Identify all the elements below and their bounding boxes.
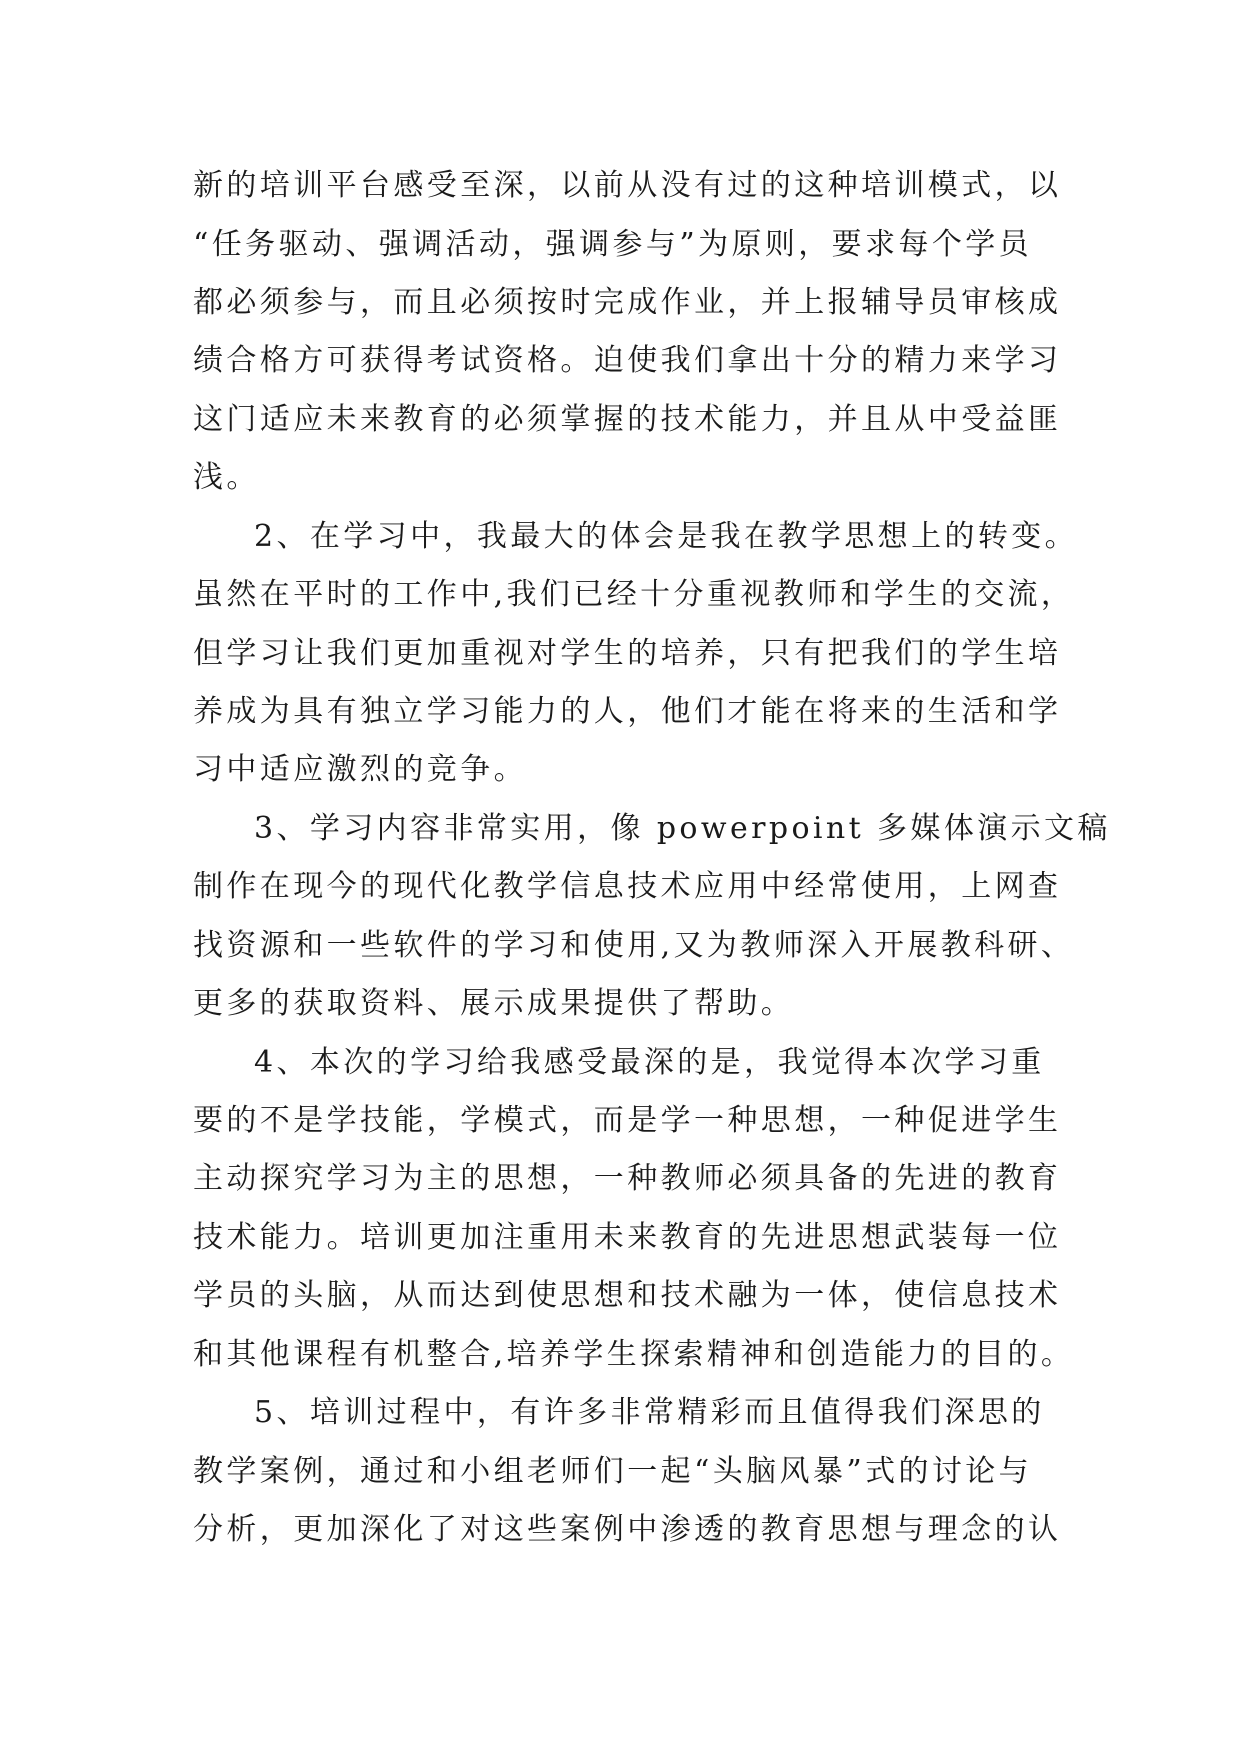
text-line: 要的不是学技能，学模式，而是学一种思想，一种促进学生	[193, 1103, 1062, 1138]
text-line: 这门适应未来教育的必须掌握的技术能力，并且从中受益匪	[193, 402, 1062, 437]
text-line: 技术能力。培训更加注重用未来教育的先进思想武装每一位	[193, 1220, 1062, 1255]
text-line: 制作在现今的现代化教学信息技术应用中经常使用，上网查	[193, 869, 1062, 904]
paragraph-2-first-line: 2、在学习中，我最大的体会是我在教学思想上的转变。	[254, 519, 1079, 554]
text-line: “任务驱动、强调活动，强调参与”为原则，要求每个学员	[193, 227, 1033, 262]
text-line: 习中适应激烈的竞争。	[193, 752, 527, 787]
text-line: 新的培训平台感受至深，以前从没有过的这种培训模式，以	[193, 168, 1062, 203]
text-line: 教学案例，通过和小组老师们一起“头脑风暴”式的讨论与	[193, 1454, 1033, 1489]
text-line: 都必须参与，而且必须按时完成作业，并上报辅导员审核成	[193, 285, 1062, 320]
text-line: 虽然在平时的工作中,我们已经十分重视教师和学生的交流，	[193, 577, 1075, 612]
text-line: 分析，更加深化了对这些案例中渗透的教育思想与理念的认	[193, 1512, 1062, 1547]
text-line: 浅。	[193, 460, 260, 495]
text-line: 和其他课程有机整合,培养学生探索精神和创造能力的目的。	[193, 1337, 1075, 1372]
text-line: 找资源和一些软件的学习和使用,又为教师深入开展教科研、	[193, 928, 1075, 963]
text-line: 学员的头脑，从而达到使思想和技术融为一体，使信息技术	[193, 1278, 1062, 1313]
paragraph-5-first-line: 5、培训过程中，有许多非常精彩而且值得我们深思的	[254, 1395, 1045, 1430]
text-line: 主动探究学习为主的思想，一种教师必须具备的先进的教育	[193, 1161, 1062, 1196]
text-line: 养成为具有独立学习能力的人，他们才能在将来的生活和学	[193, 694, 1062, 729]
text-line: 更多的获取资料、展示成果提供了帮助。	[193, 986, 795, 1021]
paragraph-3-first-line: 3、学习内容非常实用，像 powerpoint 多媒体演示文稿	[254, 811, 1111, 846]
paragraph-4-first-line: 4、本次的学习给我感受最深的是，我觉得本次学习重	[254, 1045, 1045, 1080]
text-line: 但学习让我们更加重视对学生的培养，只有把我们的学生培	[193, 636, 1062, 671]
text-line: 绩合格方可获得考试资格。迫使我们拿出十分的精力来学习	[193, 343, 1062, 378]
